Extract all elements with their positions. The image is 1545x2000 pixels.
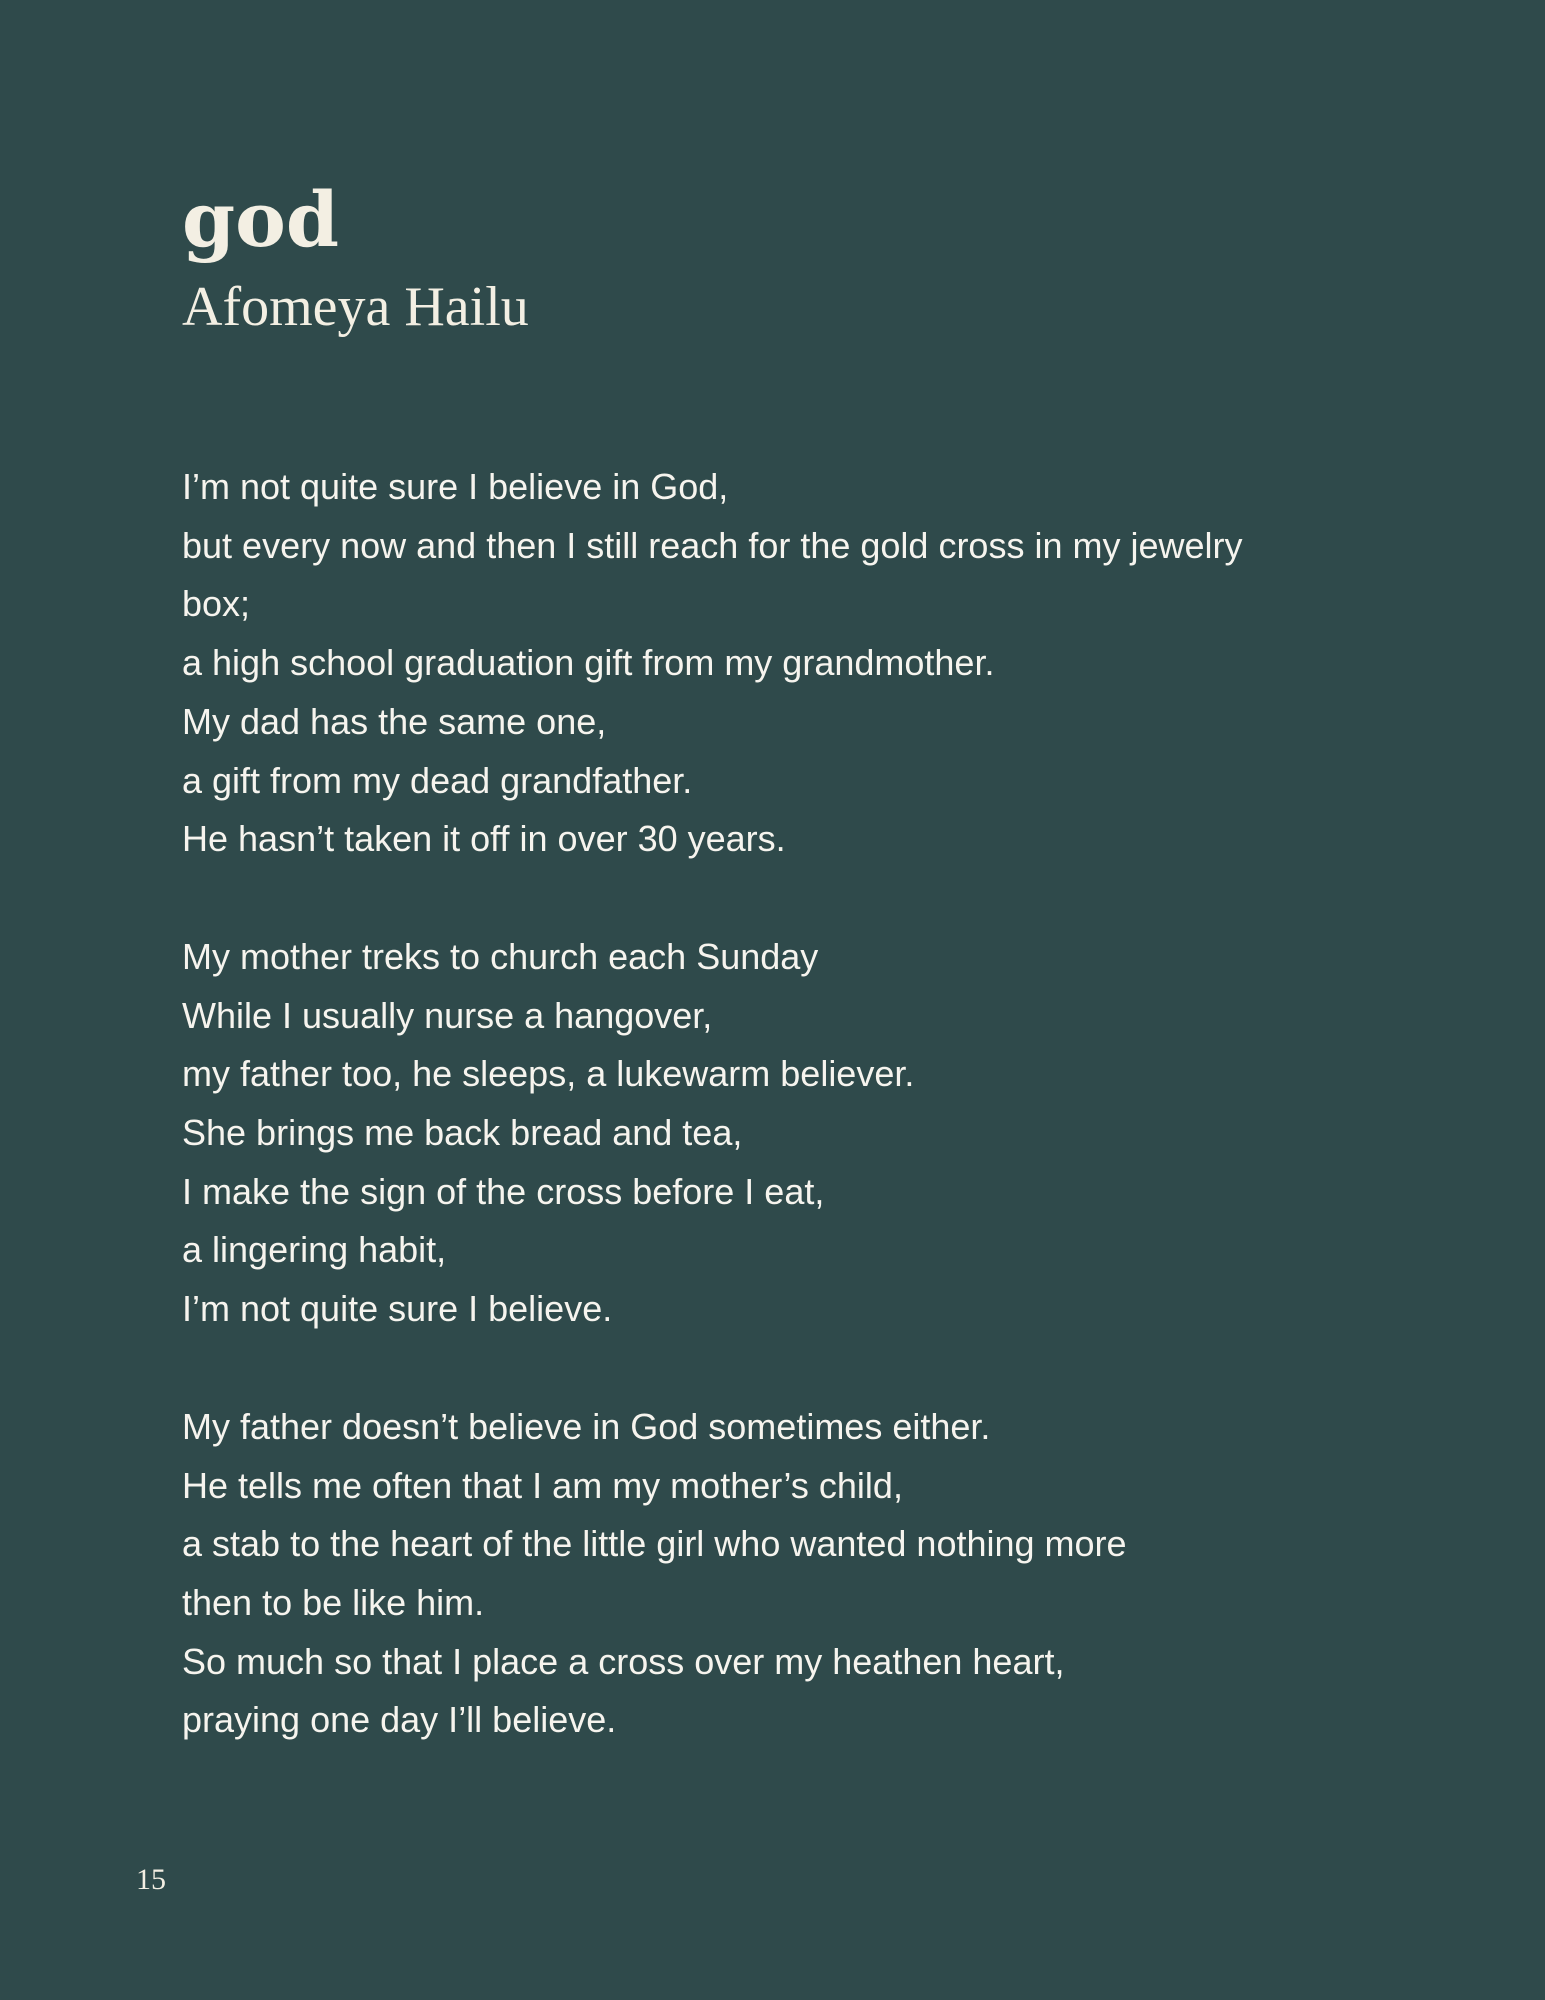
poem-line: but every now and then I still reach for the gold cross in my jewelry [182,524,1243,566]
poem-line: a gift from my dead grandfather. [182,759,693,801]
poem-line: praying one day I’ll believe. [182,1699,617,1741]
stanza-3 [182,1398,1382,1750]
poem-body [182,458,1382,1809]
poem-line: He hasn’t taken it off in over 30 years. [182,818,786,860]
poem-line: a stab to the heart of the little girl who wanted nothing more [182,1523,1127,1565]
poem-line: He tells me often that I am my mother’s child, [182,1464,903,1506]
poem-line: then to be like him. [182,1581,485,1623]
poem-line: I’m not quite sure I believe. [182,1288,613,1330]
poem-line: So much so that I place a cross over my heathen heart, [182,1640,1065,1682]
poem-line: While I usually nurse a hangover, [182,994,713,1036]
poem-author: Afomeya Hailu [182,276,529,338]
stanza-2 [182,928,1382,1339]
poem-line: a high school graduation gift from my grandmother. [182,642,995,684]
poem-title: god [182,175,339,264]
poem-line: My mother treks to church each Sunday [182,935,819,977]
poem-line: box; [182,583,251,625]
poem-line: a lingering habit, [182,1229,447,1271]
poem-line: She brings me back bread and tea, [182,1112,743,1154]
poem-line: My father doesn’t believe in God sometimes either. [182,1405,991,1447]
poem-line: my father too, he sleeps, a lukewarm believer. [182,1053,915,1095]
poem-line: I make the sign of the cross before I eat, [182,1170,825,1212]
stanza-1 [182,458,1382,869]
page-number: 15 [136,1863,166,1896]
poem-line: My dad has the same one, [182,700,607,742]
poem-line: I’m not quite sure I believe in God, [182,466,729,507]
